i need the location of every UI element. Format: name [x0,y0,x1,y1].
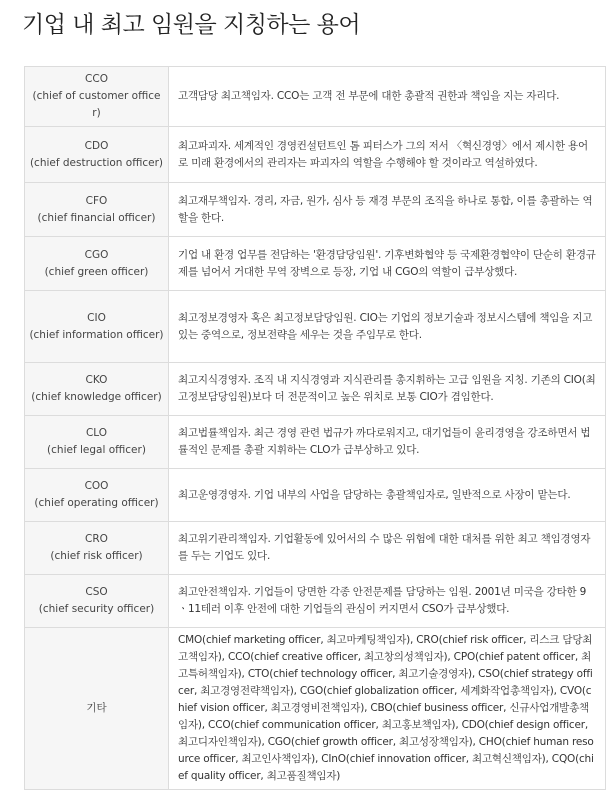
table-row [25,127,606,183]
term-abbr: CFO [85,194,108,207]
page-title: 기업 내 최고 임원을 지칭하는 용어 [22,12,361,38]
table-row [25,469,606,522]
terms-table [24,66,606,790]
term-cell [25,575,169,628]
term-description: 최고운영경영자. 기업 내부의 사업을 담당하는 총괄책임자로, 일반적으로 사장이 맡는다. [169,469,606,522]
term-cell [25,628,169,790]
term-abbr: CKO [85,374,108,386]
term-description: 최고파괴자. 세계적인 경영컨설턴트인 톰 피터스가 그의 저서 〈혁신경영〉에서 제시한 용어로 미래 환경에서의 관리자는 파괴자의 역할을 수행해야 할 것이라고 역설하였다. [169,127,606,183]
term-cell [25,291,169,363]
term-abbr: CLO [85,427,108,439]
table-row [25,416,606,469]
term-cell [25,363,169,416]
term-full: (chief legal officer) [47,444,146,456]
term-abbr: COO [84,480,109,492]
term-full: (chief of customer officer) [32,90,161,119]
term-cell [25,237,169,291]
table-row [25,67,606,127]
term-description: 고객담당 최고책임자. CCO는 고객 전 부문에 대한 총괄적 권한과 책임을 지는 자리다. [169,67,606,127]
term-description: 기업 내 환경 업무를 전담하는 '환경담당임원'. 기후변화협약 등 국제환경협약이 단순히 환경규제를 넘어서 거대한 무역 장벽으로 등장, 기업 내 CGO의 역할이 급부상했다. [169,237,606,291]
table-row [25,237,606,291]
table-row [25,291,606,363]
term-full: (chief knowledge officer) [31,391,162,403]
table-row [25,628,606,790]
term-description: CMO(chief marketing officer, 최고마케팅책임자), CRO(chief risk officer, 리스크 담당최고책임자), CCO(chief creative officer, 최고창의성책임자), CPO(chief patent officer, 최고특허책임자), CTO(chief technology officer, 최고기술경영자), CSO(chief strategy officer, 최고경영전략책임자), CGO(chief globalization officer, 세계화작업총책임자), CVO(chief vision officer, 최고경영비전책임자), CBO(chief business officer, 신규사업개발총책임자), CCO(chief communication officer, 최고홍보책임자), CDO(chief design officer, 최고디자인책임자), CGO(chief growth officer, 최고성장책임자), CHO(chief human resource officer, 최고인사책임자), CInO(chief innovation officer, 최고혁신책임자), CQO(chief quality officer, 최고품질책임자) [169,628,606,790]
table-row [25,522,606,575]
term-full: (chief financial officer) [37,211,156,224]
term-full: (chief information officer) [29,328,164,341]
term-abbr: CSO [85,586,108,598]
table-row [25,183,606,237]
term-abbr: CRO [85,533,108,545]
table-row [25,575,606,628]
term-abbr: CDO [84,139,109,152]
term-abbr: CCO [85,73,108,85]
term-description: 최고재무책임자. 경리, 자금, 원가, 심사 등 재경 부문의 조직을 하나로 통합, 이를 총괄하는 역할을 한다. [169,183,606,237]
term-full: (chief operating officer) [34,497,159,509]
term-full: (chief green officer) [44,265,149,278]
term-description: 최고정보경영자 혹은 최고정보담당임원. CIO는 기업의 정보기술과 정보시스템에 책임을 지고 있는 중역으로, 정보전략을 세우는 것을 주임무로 한다. [169,291,606,363]
term-cell [25,183,169,237]
table-row [25,363,606,416]
term-full: (chief risk officer) [50,550,143,562]
term-abbr: 기타 [86,702,107,714]
term-description: 최고안전책임자. 기업들이 당면한 각종 안전문제를 담당하는 임원. 2001년 미국을 강타한 9ㆍ11테러 이후 안전에 대한 기업들의 관심이 커지면서 CSO가 급부상했다. [169,575,606,628]
term-description: 최고지식경영자. 조직 내 지식경영과 지식관리를 총지휘하는 고급 임원을 지칭. 기존의 CIO(최고정보담당임원)보다 더 전문적이고 높은 위치로 보통 CIO가 겸임한다. [169,363,606,416]
term-full: (chief destruction officer) [29,156,164,169]
term-abbr: CIO [87,311,106,324]
term-description: 최고법률책임자. 최근 경영 관련 법규가 까다로워지고, 대기업들이 윤리경영을 강조하면서 법률적인 문제를 총괄 지휘하는 CLO가 급부상하고 있다. [169,416,606,469]
term-cell [25,469,169,522]
term-cell [25,127,169,183]
term-cell [25,67,169,127]
term-cell [25,416,169,469]
term-description: 최고위기관리책임자. 기업활동에 있어서의 수 많은 위험에 대한 대처를 위한 최고 책임경영자를 두는 기업도 있다. [169,522,606,575]
term-full: (chief security officer) [38,603,155,615]
term-abbr: CGO [84,248,109,261]
term-cell [25,522,169,575]
